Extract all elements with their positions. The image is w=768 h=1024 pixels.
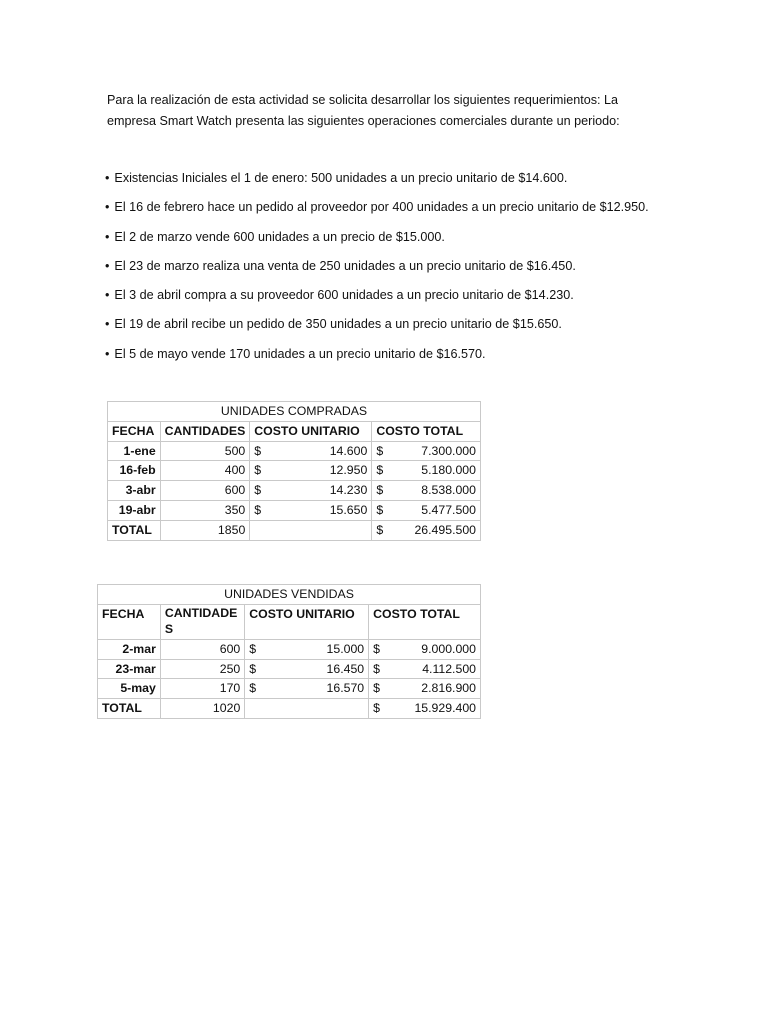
cell-costo-total	[372, 500, 481, 520]
table-title: UNIDADES VENDIDAS	[98, 585, 481, 605]
table-row	[108, 441, 481, 461]
table-total-row	[108, 520, 481, 540]
header-fecha: FECHA	[98, 604, 161, 639]
cell-fecha: 16-feb	[108, 461, 161, 481]
operation-item: • El 2 de marzo vende 600 unidades a un precio de $15.000.	[105, 224, 685, 253]
total-label: TOTAL	[108, 520, 161, 540]
header-cantidades: CANTIDADES	[160, 421, 250, 441]
intro-paragraph: Para la realización de esta actividad se solicita desarrollar los siguientes requerimientos: La empresa Smart Watch presenta las siguientes operaciones comerciales durante un periodo:	[107, 93, 620, 128]
cell-costo-unitario	[250, 441, 372, 461]
cell-value: 26.495.500	[414, 522, 476, 537]
cell-costo-total	[369, 679, 481, 699]
cell-value: 9.000.000	[421, 641, 476, 656]
currency-symbol: $	[376, 483, 384, 498]
cell-fecha: 2-mar	[98, 639, 161, 659]
table-row	[98, 659, 481, 679]
header-cantidades: CANTIDADES	[160, 604, 244, 639]
total-cantidad: 1850	[160, 520, 250, 540]
currency-symbol: $	[373, 661, 380, 676]
header-fecha: FECHA	[108, 421, 161, 441]
cell-cantidad: 250	[160, 659, 244, 679]
cell-costo-unitario	[245, 639, 369, 659]
currency-symbol: $	[373, 701, 380, 716]
currency-symbol: $	[254, 463, 262, 478]
cell-fecha: 23-mar	[98, 659, 161, 679]
cell-costo-total	[369, 639, 481, 659]
table-title: UNIDADES COMPRADAS	[108, 402, 481, 422]
cell-fecha: 19-abr	[108, 500, 161, 520]
operation-item: • El 16 de febrero hace un pedido al proveedor por 400 unidades a un precio unitario de $12.950.	[105, 194, 685, 223]
cell-cantidad: 170	[160, 679, 244, 699]
cell-costo-unitario	[250, 461, 372, 481]
cell-value: 14.230	[329, 483, 368, 498]
table-row	[98, 679, 481, 699]
cell-costo-total	[369, 659, 481, 679]
currency-symbol: $	[376, 443, 384, 458]
cell-fecha: 1-ene	[108, 441, 161, 461]
cell-value: 15.650	[329, 502, 368, 517]
cell-value: 2.816.900	[421, 681, 476, 696]
cell-value: 7.300.000	[421, 443, 476, 458]
cell-cantidad: 400	[160, 461, 250, 481]
cell-value: 15.929.400	[414, 701, 476, 716]
operation-item: • El 23 de marzo realiza una venta de 250 unidades a un precio unitario de $16.450.	[105, 253, 685, 282]
table-row	[98, 639, 481, 659]
cell-costo-unitario	[250, 500, 372, 520]
total-label: TOTAL	[98, 699, 161, 719]
cell-costo-unitario	[245, 679, 369, 699]
cell-value: 5.180.000	[421, 463, 476, 478]
cell-cantidad: 350	[160, 500, 250, 520]
cell-value: 12.950	[329, 463, 368, 478]
cell-value: 4.112.500	[422, 661, 476, 676]
total-cantidad: 1020	[160, 699, 244, 719]
currency-symbol: $	[254, 502, 262, 517]
table-total-row	[98, 699, 481, 719]
header-costo-unitario: COSTO UNITARIO	[245, 604, 369, 639]
operation-item: • El 5 de mayo vende 170 unidades a un precio unitario de $16.570.	[105, 341, 685, 370]
sold-units-table	[97, 584, 481, 719]
operations-list	[105, 165, 685, 370]
cell-value: 16.450	[326, 661, 365, 676]
cell-fecha: 5-may	[98, 679, 161, 699]
cell-fecha: 3-abr	[108, 481, 161, 501]
operation-item: • El 19 de abril recibe un pedido de 350 unidades a un precio unitario de $15.650.	[105, 311, 685, 340]
currency-symbol: $	[249, 641, 257, 656]
cell-costo-total	[372, 441, 481, 461]
operation-item: • El 3 de abril compra a su proveedor 600 unidades a un precio unitario de $14.230.	[105, 282, 685, 311]
purchased-units-table	[107, 401, 481, 541]
currency-symbol: $	[249, 681, 257, 696]
operation-item: • Existencias Iniciales el 1 de enero: 500 unidades a un precio unitario de $14.600.	[105, 165, 685, 194]
cell-value: 15.000	[326, 641, 365, 656]
cell-value: 14.600	[329, 443, 368, 458]
header-costo-total: COSTO TOTAL	[369, 604, 481, 639]
currency-symbol: $	[373, 681, 380, 696]
currency-symbol: $	[376, 522, 384, 537]
cell-costo-unitario	[250, 481, 372, 501]
currency-symbol: $	[376, 463, 384, 478]
cell-costo-total	[372, 481, 481, 501]
currency-symbol: $	[376, 502, 384, 517]
cell-costo-total	[372, 461, 481, 481]
table-header-row	[108, 421, 481, 441]
cell-costo-unitario	[245, 659, 369, 679]
currency-symbol: $	[373, 641, 380, 656]
empty-cell	[250, 520, 372, 540]
cell-value: 16.570	[326, 681, 365, 696]
total-costo	[369, 699, 481, 719]
cell-cantidad: 600	[160, 481, 250, 501]
currency-symbol: $	[254, 443, 262, 458]
cell-value: 5.477.500	[421, 502, 476, 517]
cell-value: 8.538.000	[421, 483, 476, 498]
empty-cell	[245, 699, 369, 719]
table-row	[108, 500, 481, 520]
header-costo-unitario: COSTO UNITARIO	[250, 421, 372, 441]
currency-symbol: $	[249, 661, 257, 676]
table-row	[108, 461, 481, 481]
table-header-row	[98, 604, 481, 639]
total-costo	[372, 520, 481, 540]
cell-cantidad: 600	[160, 639, 244, 659]
cell-cantidad: 500	[160, 441, 250, 461]
table-row	[108, 481, 481, 501]
currency-symbol: $	[254, 483, 262, 498]
header-costo-total: COSTO TOTAL	[372, 421, 481, 441]
